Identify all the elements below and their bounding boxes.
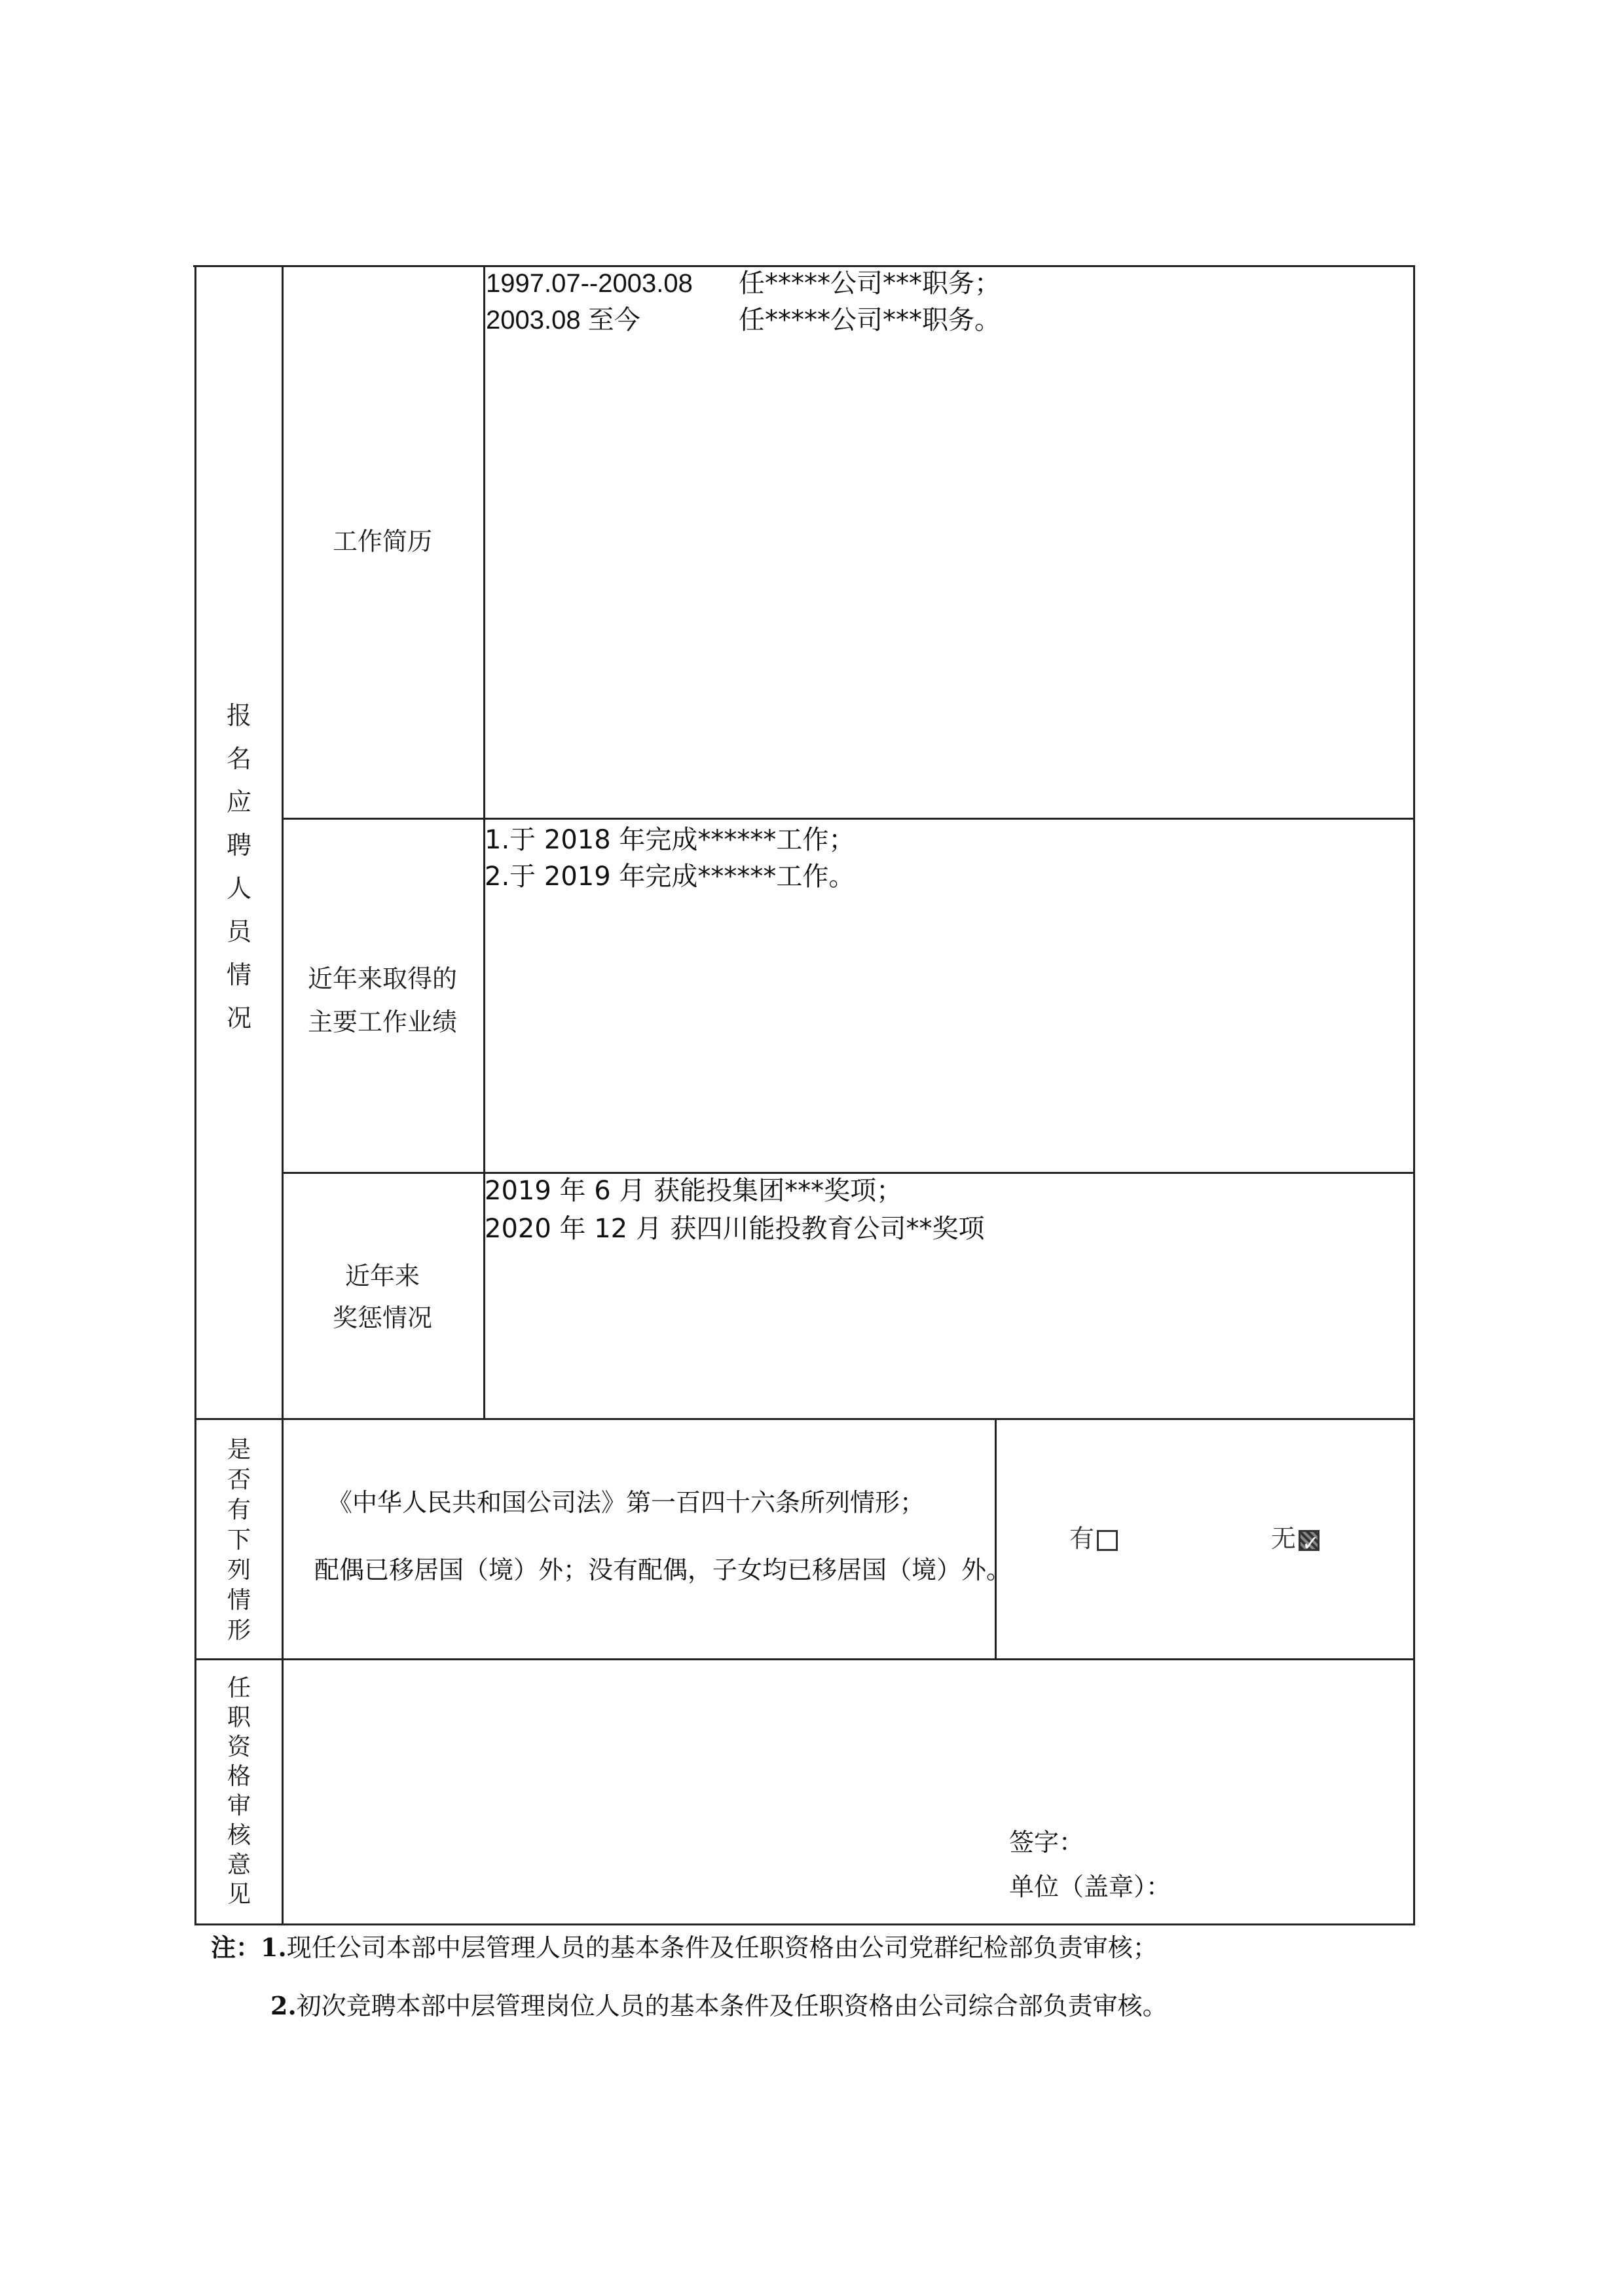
situations-label: 是否有下列情形 (227, 1436, 251, 1644)
column-divider-section (282, 265, 284, 1925)
note-1-number: 1. (261, 1933, 287, 1962)
work-history-desc-2: 任*****公司***职务。 (739, 305, 1001, 335)
option-yes-label: 有 (1069, 1524, 1095, 1553)
situation-line-1: 《中华人民共和国公司法》第一百四十六条所列情形； (327, 1488, 925, 1517)
achievement-item-2: 2.于 2019 年完成******工作。 (485, 862, 855, 892)
work-history-label-text: 工作简历 (332, 527, 432, 556)
note-2-text: 初次竞聘本部中层管理岗位人员的基本条件及任职资格由公司综合部负责审核。 (296, 1992, 1168, 2020)
table-left-border (194, 265, 196, 1925)
work-history-desc-1: 任*****公司***职务； (739, 268, 1001, 299)
signature-label: 签字： (1009, 1828, 1084, 1857)
achievements-label-line1: 近年来取得的 (307, 964, 457, 993)
work-history-period-1: 1997.07--2003.08 (486, 269, 693, 298)
awards-label-line2: 奖惩情况 (332, 1303, 432, 1332)
option-yes[interactable] (1069, 1521, 1118, 1556)
note-prefix: 注： (211, 1933, 261, 1962)
situation-line-2: 配偶已移居国（境）外；没有配偶，子女均已移居国（境）外。 (314, 1556, 1012, 1584)
column-divider-options (995, 1418, 997, 1660)
checkbox-no[interactable] (1299, 1530, 1320, 1551)
checkbox-yes[interactable] (1097, 1530, 1118, 1551)
unit-seal-label: 单位（盖章）： (1009, 1872, 1172, 1901)
option-no[interactable] (1271, 1521, 1320, 1556)
awards-label-line1: 近年来 (344, 1262, 420, 1290)
award-item-2: 2020 年 12 月 获四川能投教育公司**奖项 (485, 1214, 985, 1244)
award-item-1: 2019 年 6 月 获能投集团***奖项； (485, 1176, 903, 1206)
table-bottom-border (196, 1923, 1415, 1925)
achievements-label-line2: 主要工作业绩 (307, 1008, 457, 1036)
achievement-item-1: 1.于 2018 年完成******工作； (485, 825, 855, 855)
row-divider-situations-review (196, 1658, 1415, 1660)
table-right-border (1413, 265, 1415, 1925)
review-label: 任职资格审核意见 (227, 1675, 251, 1908)
section-label: 报名应聘人员情况 (226, 701, 251, 1032)
row-divider-work-achievements (282, 818, 1415, 820)
note-1-text: 现任公司本部中层管理人员的基本条件及任职资格由公司党群纪检部负责审核； (286, 1933, 1158, 1962)
note-2-number: 2. (270, 1991, 297, 2020)
note-line-1 (211, 1929, 1158, 1966)
row-divider-awards-situations (196, 1418, 1415, 1420)
work-history-period-2: 2003.08 至今 (486, 306, 640, 335)
option-no-label: 无 (1271, 1524, 1297, 1553)
note-line-2 (270, 1988, 1168, 2024)
